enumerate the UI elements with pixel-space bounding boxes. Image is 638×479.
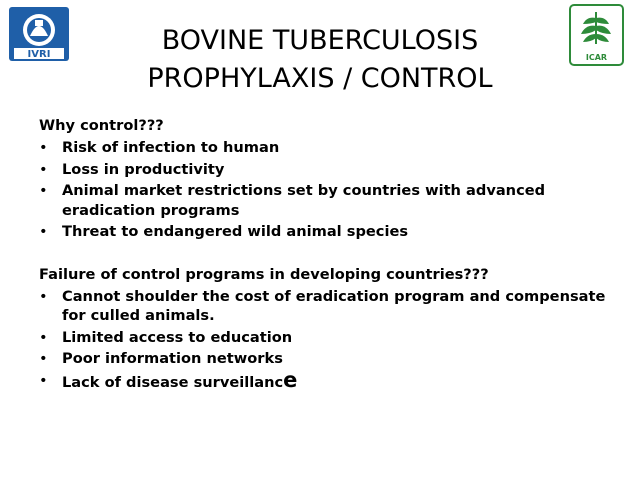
list-item: • Lack of disease surveillance [39, 367, 298, 392]
list-item: • Cannot shoulder the cost of eradication program and compensate for culled animals. [39, 287, 606, 324]
icar-logo-text: ICAR [585, 53, 608, 62]
title-line-1: BOVINE TUBERCULOSIS [161, 25, 479, 56]
list-item: • Limited access to education [39, 328, 293, 346]
bullet-icon: • [39, 287, 48, 305]
list-item: • Risk of infection to human [39, 139, 280, 156]
bullet-icon: • [39, 350, 48, 367]
bullet-icon: • [39, 371, 48, 389]
list-item: • Poor information networks [39, 350, 283, 367]
section-heading-why-control: Why control??? [39, 117, 164, 134]
list-item: • Threat to endangered wild animal species [39, 223, 409, 240]
ivri-logo [8, 6, 70, 62]
bullet-icon: • [39, 139, 48, 156]
list-item: • Animal market restrictions set by countries with advanced eradication programs [39, 182, 546, 219]
ivri-logo-text: IVRI [27, 49, 51, 60]
slide-title [90, 22, 550, 98]
section-heading-failure: Failure of control programs in developing countries??? [39, 265, 489, 283]
bullet-icon: • [39, 328, 48, 346]
slide-body [39, 116, 619, 392]
failure-list [39, 287, 619, 393]
bullet-icon: • [39, 223, 48, 240]
bullet-icon: • [39, 182, 48, 199]
icar-logo [569, 4, 624, 66]
list-item: • Loss in productivity [39, 160, 225, 178]
title-line-2: PROPHYLAXIS / CONTROL [147, 63, 493, 94]
bullet-icon: • [39, 160, 48, 178]
why-control-list [39, 138, 619, 242]
